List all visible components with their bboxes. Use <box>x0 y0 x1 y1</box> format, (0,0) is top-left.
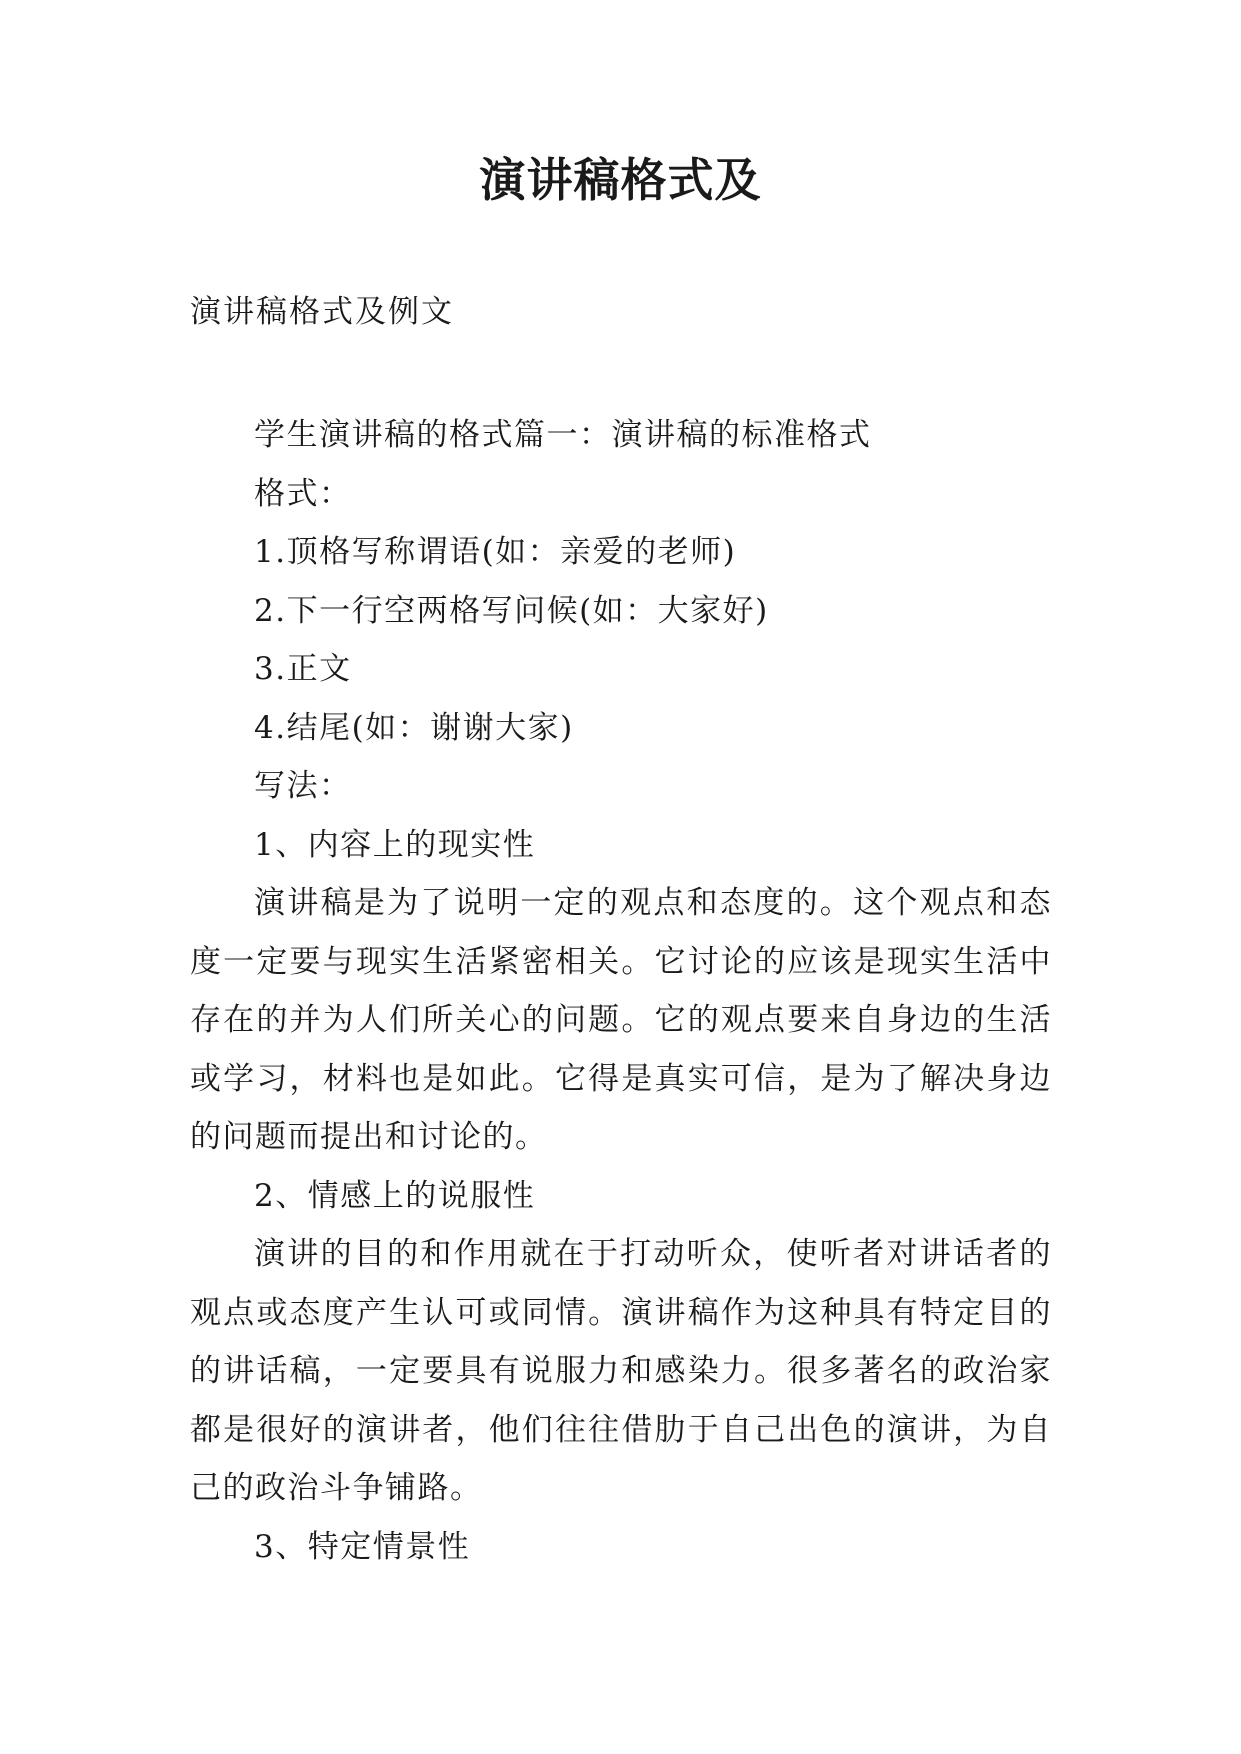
document-title: 演讲稿格式及 <box>479 153 762 207</box>
section-heading-1: 1、内容上的现实性 <box>254 826 536 863</box>
list-item-format-1: 1.顶格写称谓语(如：亲爱的老师) <box>254 534 737 570</box>
document-subtitle: 演讲稿格式及例文 <box>190 294 454 330</box>
list-item-format-3: 3.正文 <box>254 651 352 687</box>
paragraph-heading-part-one: 学生演讲稿的格式篇一：演讲稿的标准格式 <box>254 417 872 453</box>
section-heading-2: 2、情感上的说服性 <box>254 1177 536 1214</box>
list-item-format-4: 4.结尾(如：谢谢大家) <box>254 709 574 746</box>
section-heading-3: 3、特定情景性 <box>254 1528 471 1565</box>
paragraph-format-label: 格式： <box>254 475 352 512</box>
paragraph-writing-label: 写法： <box>254 768 352 804</box>
document-body <box>190 406 1052 1576</box>
paragraph-reality: 演讲稿是为了说明一定的观点和态度的。这个观点和态度一定要与现实生活紧密相关。它讨论的应该是现实生活中存在的并为人们所关心的问题。它的观点要来自身边的生活或学习，材料也是如此。它得是真实可信，是为了解决身边的问题而提出和讨论的。 <box>190 885 1052 1155</box>
list-item-format-2: 2.下一行空两格写问候(如：大家好) <box>254 592 769 629</box>
paragraph-persuasion: 演讲的目的和作用就在于打动听众，使听者对讲话者的观点或态度产生认可或同情。演讲稿作为这种具有特定目的的讲话稿，一定要具有说服力和感染力。很多著名的政治家都是很好的演讲者，他们往往借肋于自己出色的演讲，为自己的政治斗争铺路。 <box>190 1236 1052 1506</box>
